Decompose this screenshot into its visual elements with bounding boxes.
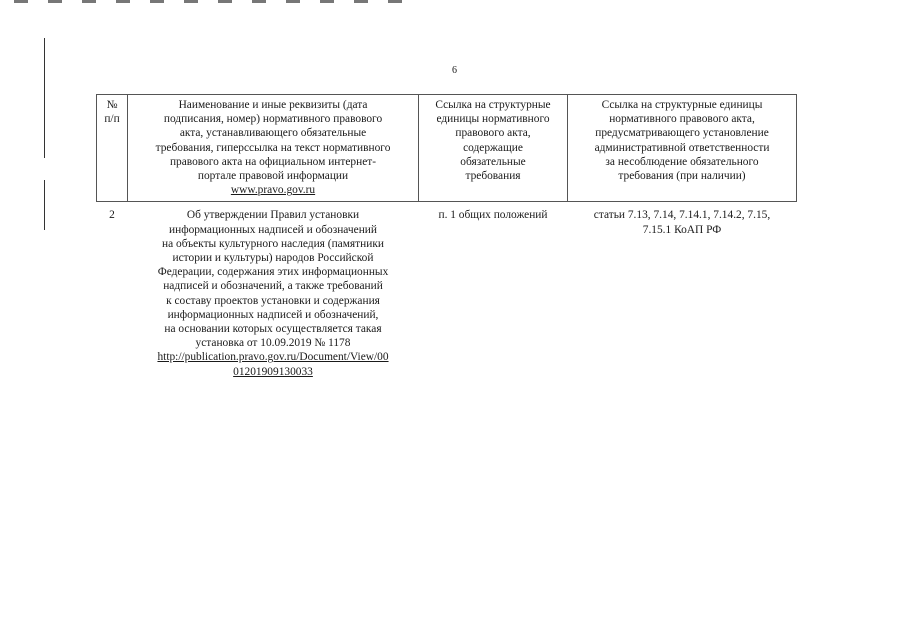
requirements-table [96,94,797,379]
scan-margin-mark [44,180,45,230]
row-admin-ref: статьи 7.13, 7.14, 7.14.1, 7.14.2, 7.15, 7.15.1 КоАП РФ [593,209,771,236]
publication-link[interactable]: http://publication.pravo.gov.ru/Document/View/00 [157,351,389,364]
row-structural-ref: п. 1 общих положений [438,209,548,222]
pravo-link[interactable]: www.pravo.gov.ru [230,184,316,197]
table-header-row [97,95,797,202]
publication-link-cont[interactable]: 01201909130033 [233,365,313,378]
row-act-name: Об утверждении Правил установки информационных надписей и обозначений на объекты культурного наследия (памятники истории и культуры) народов Российской Федерации, содержания этих информационных надписей и обозначений, а также требований к составу проектов установки и содержания информационных надписей и обозначений, на основании которых осуществляется такая установка от 10.09.2019 № 1178 http://publication.pravo.gov.ru/Document/View/00 01201909130033 [128,202,419,379]
page-number: 6 [452,65,457,76]
table-row [97,202,797,379]
header-structural-ref: Ссылка на структурные единицы нормативного правового акта, содержащие обязательные требования [419,95,568,202]
row-num: 2 [109,209,115,222]
header-act-name: Наименование и иные реквизиты (дата подписания, номер) нормативного правового акта, устанавливающего обязательные требования, гиперссылка на текст нормативного правового акта на официальном интернет- портале правовой информации www.pravo.gov.ru [128,95,419,202]
scan-margin-mark [44,38,45,158]
header-admin-ref: Ссылка на структурные единицы нормативного правового акта, предусматривающего установление административной ответственности за несоблюдение обязательного требования (при наличии) [568,95,797,202]
scan-top-edge-marks [14,0,414,3]
header-num: № п/п [97,95,128,202]
